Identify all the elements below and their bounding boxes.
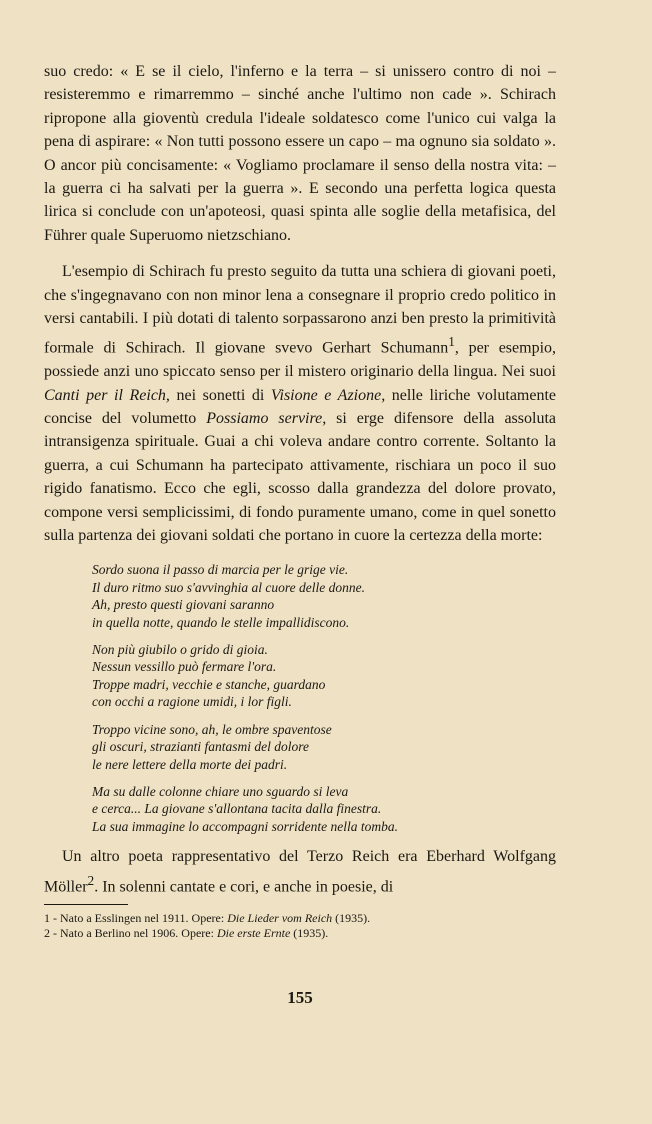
poem-line: Ma su dalle colonne chiare uno sguardo si leva: [92, 783, 349, 799]
title-canti-per-il-reich: Canti per il Reich,: [44, 386, 170, 404]
poem-line: Sordo suona il passo di marcia per le grige vie.: [92, 562, 349, 578]
footnote-1: 1 - Nato a Esslingen nel 1911. Opere: Die Lieder vom Reich (1935).: [44, 911, 371, 926]
page-body: [44, 60, 556, 941]
stanza-3: [92, 721, 556, 773]
stanza-2: [92, 641, 556, 711]
footnote-divider: [44, 904, 128, 905]
paragraph-moller: Un altro poeta rappresentativo del Terzo Reich era Eberhard Wolfgang Möller$^2$. In solenni cantate e cori, e anche in poesie, di: [44, 848, 556, 895]
title-visione-e-azione: Visione e Azione,: [270, 386, 386, 404]
title-possiamo-servire: Possiamo servire,: [206, 410, 327, 428]
poem-line: Nessun vessillo può fermare l'ora.: [92, 659, 277, 675]
footnote-ref-1: 1: [448, 334, 455, 350]
poem-line: le nere lettere della morte dei padri.: [92, 756, 288, 772]
stanza-4: [92, 783, 556, 835]
paragraph-schirach-followers: L'esempio di Schirach fu presto seguito da tutta una schiera di giovani poeti, che s'ingegnavano con non minor lena a consegnare il proprio credo politico in versi cantabili. I più dotati di talento sorpassarono anzi ben presto la primitività formale di Schirach. Il giovane svevo Gerhart Schumann$^1$, per esempio, possiede anzi uno spiccato senso per il mistero originario della lingua. Nei suoi Canti per il Reich, nei sonetti di Visione e Azione, nelle liriche volutamente concise del volumetto Possiamo servire, si erge difensore della assoluta intransigenza spirituale. Guai a chi voleva andare contro corrente. Soltanto la guerra, a cui Schumann ha partecipato attivamente, rischiara un poco il suo rigido fanatismo. Ecco che egli, scosso dalla grandezza del dolore provato, compone versi semplicissimi, di fondo puramente umano, come in quel sonetto sulla partenza dei giovani soldati che portano in cuore la certezza della morte:: [44, 263, 557, 545]
poem-line: Ah, presto questi giovani saranno: [92, 597, 275, 613]
sonnet: [92, 561, 556, 835]
page-number: 155: [287, 988, 313, 1007]
poem-line: Non più giubilo o grido di gioia.: [92, 642, 268, 658]
footnote-ref-2: 2: [87, 872, 95, 888]
poem-line: Troppe madri, vecchie e stanche, guardano: [92, 676, 326, 692]
poem-line: gli oscuri, strazianti fantasmi del dolore: [92, 739, 310, 755]
poem-line: Troppo vicine sono, ah, le ombre spaventose: [92, 721, 332, 737]
poem-line: Il duro ritmo suo s'avvinghia al cuore delle donne.: [92, 579, 365, 595]
poem-line: e cerca... La giovane s'allontana tacita dalla finestra.: [92, 801, 382, 817]
poem-line: in quella notte, quando le stelle impallidiscono.: [92, 614, 350, 630]
paragraph-continuation: suo credo: « E se il cielo, l'inferno e la terra – si unissero contro di noi – resisteremmo e rimarremmo – sinché anche l'ultimo non cade ». Schirach ripropone alla gioventù credula l'ideale soldatesco come l'unico cui valga la pena di aspirare: « Non tutti possono essere un capo – ma ognuno sia soldato ». O ancor più concisamente: « Vogliamo proclamare il senso della nostra vita: – la guerra ci ha salvati per la guerra ». E secondo una perfetta logica questa lirica si conclude con un'apoteosi, quasi spinta alle soglie della metafisica, del Führer quale Superuomo nietzschiano.: [44, 63, 556, 244]
stanza-1: [92, 561, 556, 631]
footnotes: [44, 911, 556, 941]
poem-line: La sua immagine lo accompagni sorridente nella tomba.: [92, 818, 398, 834]
poem-line: con occhi a ragione umidi, i lor figli.: [92, 694, 292, 710]
footnote-2: 2 - Nato a Berlino nel 1906. Opere: Die erste Ernte (1935).: [44, 926, 329, 941]
